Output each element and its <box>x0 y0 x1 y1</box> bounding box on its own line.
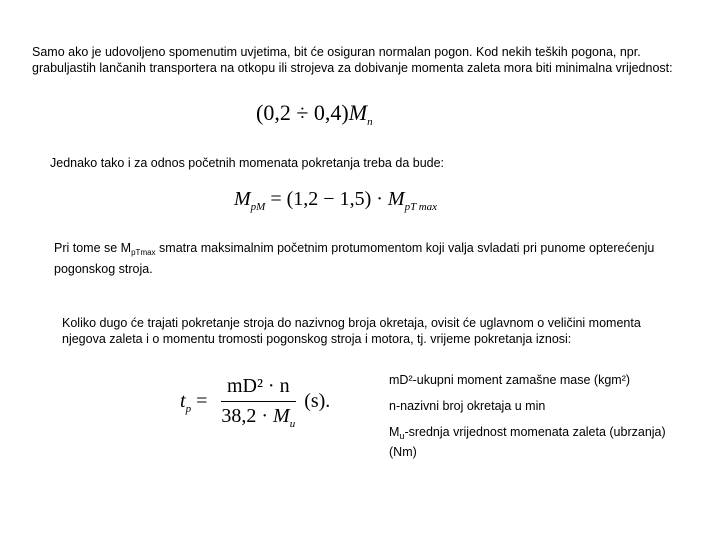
legend-item-n: n-nazivni broj okretaja u min <box>389 399 546 413</box>
formula-initial-torque-ratio <box>234 188 437 213</box>
formula-den-var: M <box>273 405 290 427</box>
variable-legend <box>389 372 689 470</box>
legend-mu-rest: -srednja vrijednost momenata zaleta (ubrzanja) (Nm) <box>389 425 666 459</box>
formula-range: (0,2 ÷ 0,4) <box>256 100 349 125</box>
formula-rhs-sub: pT max <box>404 201 438 213</box>
formula-den-sub: u <box>289 418 296 430</box>
formula-den-a: 38,2 · <box>221 405 274 427</box>
formula-eq: = <box>191 390 213 413</box>
definition-after: smatra maksimalnim početnim protumomentom koji valja svladati pri punome opterećenju pogonskog stroja. <box>54 241 655 276</box>
definition-sub: pTmax <box>131 248 156 257</box>
duration-paragraph: Koliko dugo će trajati pokretanje stroja do nazivnog broja okretaja, ovisit će uglavnom o veličini momenta njegova zaleta i o momentu tromosti pogonskog stroja i motora, tj. vrijeme pokretanja iznosi: <box>62 316 641 346</box>
formula-eq: = (1,2 − 1,5) · <box>265 188 388 210</box>
intro-paragraph: Samo ako je udovoljeno spomenutim uvjetima, bit će osiguran normalan pogon. Kod nekih teških pogona, npr. grabuljastih lančanih transportera na otkopu ili strojeva za dobivanje momenta zaleta mora biti minimalna vrijednost: <box>32 45 673 75</box>
formula-lhs: M <box>234 188 251 210</box>
ratio-paragraph: Jednako tako i za odnos početnih momenata pokretanja treba da bude: <box>50 156 445 170</box>
legend-item-mu <box>389 424 689 460</box>
formula-var: M <box>348 100 368 125</box>
definition-before: Pri tome se M <box>54 241 132 255</box>
formula-start-time <box>180 375 330 430</box>
formula-starting-torque-range <box>256 100 373 128</box>
formula-numerator: mD² · n <box>221 375 296 402</box>
formula-lhs-sub: p <box>185 403 192 416</box>
legend-mu-var: M <box>389 425 400 439</box>
formula-lhs-sub: pM <box>250 201 266 213</box>
definition-paragraph <box>54 240 664 277</box>
formula-rhs: M <box>387 188 405 210</box>
formula-denominator <box>215 402 301 430</box>
formula-sub: n <box>367 116 373 128</box>
formula-lhs: t <box>180 390 186 413</box>
legend-item-md2: mD²-ukupni moment zamašne mase (kgm²) <box>389 373 631 387</box>
legend-mu-sub: u <box>399 431 405 441</box>
formula-fraction <box>215 375 301 430</box>
formula-unit: (s). <box>304 390 331 413</box>
